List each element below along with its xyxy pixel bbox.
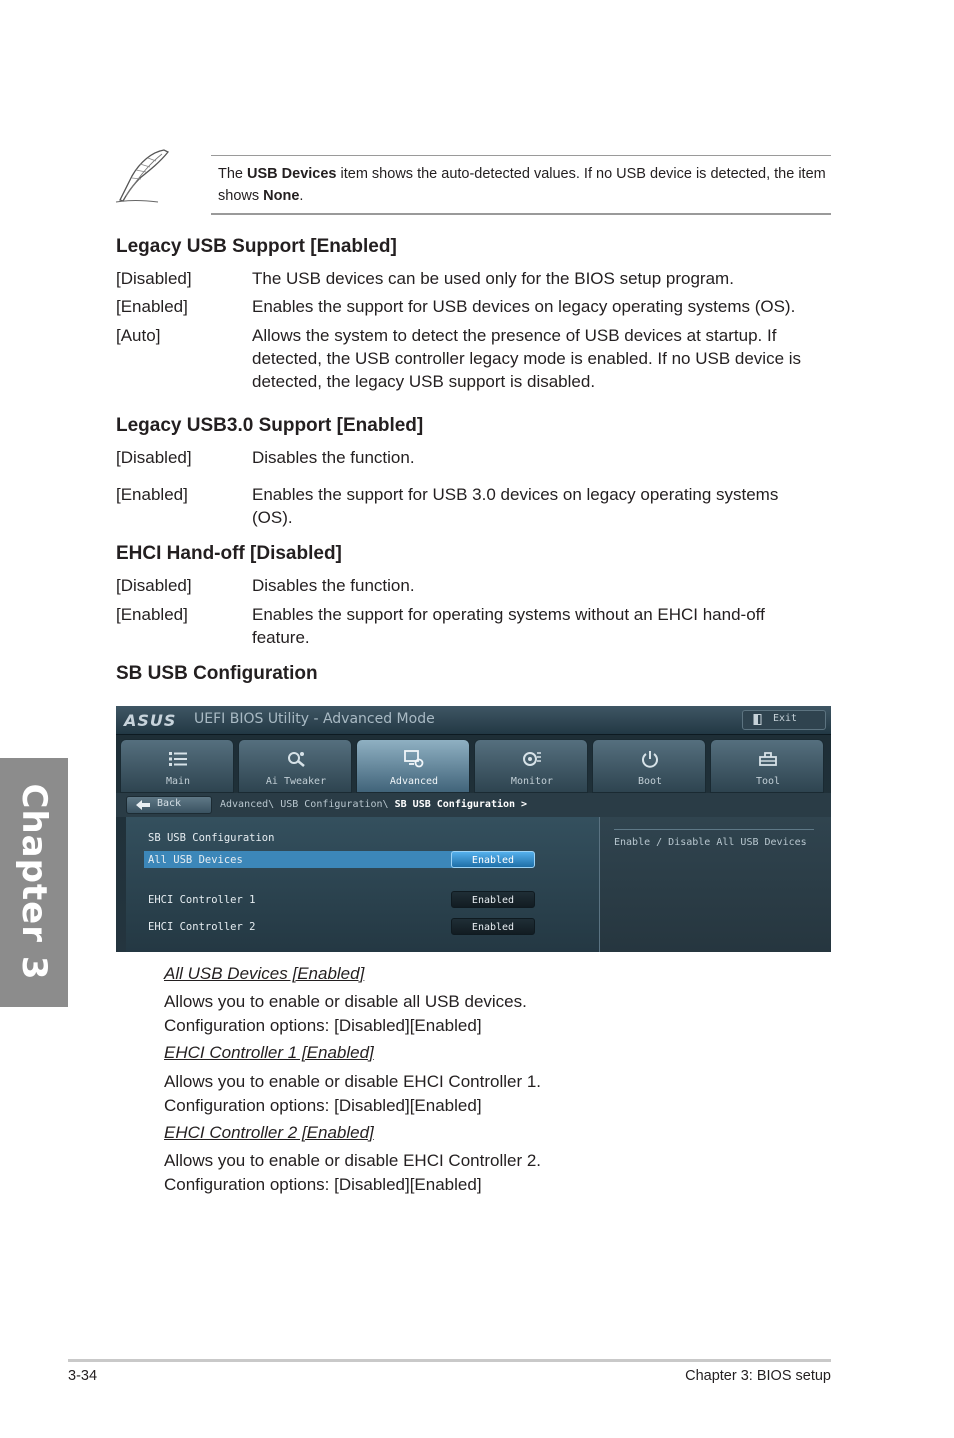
option-description: Enables the support for USB 3.0 devices on legacy operating systems (OS).: [252, 485, 779, 527]
advanced-icon: [404, 750, 424, 768]
chapter-side-tab: [0, 758, 68, 1007]
section-title-ehci-handoff: EHCI Hand-off [Disabled]: [116, 543, 342, 564]
item-description: Allows you to enable or disable EHCI Controller 1. Configuration options: [Disabled][Enabled]: [164, 1072, 542, 1115]
tab-label: Tool: [755, 776, 781, 787]
exit-door-icon: [753, 714, 763, 725]
tab-label: Main: [165, 776, 191, 787]
tab-label: Monitor: [510, 776, 554, 787]
asus-logo: ASUS: [124, 711, 177, 730]
bios-screenshot: [116, 706, 831, 952]
list-icon: [168, 750, 188, 768]
option-label: [Auto]: [116, 326, 161, 345]
tab-tool[interactable]: [710, 739, 824, 793]
option-description: Disables the function.: [252, 576, 415, 595]
back-arrow-icon: [136, 800, 150, 810]
exit-button[interactable]: [742, 710, 826, 730]
footer-rule: [68, 1359, 831, 1362]
bios-window-title: UEFI BIOS Utility - Advanced Mode: [194, 711, 435, 727]
option-label: [Enabled]: [116, 297, 188, 316]
option-description: Disables the function.: [252, 448, 415, 467]
setting-label-all-usb-devices[interactable]: All USB Devices: [148, 854, 243, 866]
setting-value-all-usb-devices[interactable]: Enabled: [451, 851, 535, 868]
setting-label-ehci-controller-2[interactable]: EHCI Controller 2: [148, 921, 256, 933]
section-title-legacy-usb3: Legacy USB3.0 Support [Enabled]: [116, 415, 424, 436]
option-label: [Enabled]: [116, 605, 188, 624]
note-text: The USB Devices item shows the auto-detected values. If no USB device is detected, the item shows None.: [218, 166, 826, 204]
tab-ai-tweaker[interactable]: [238, 739, 352, 793]
bios-settings-panel: [126, 817, 599, 952]
option-description: The USB devices can be used only for the BIOS setup program.: [252, 269, 734, 288]
bios-help-panel: [599, 817, 831, 952]
bios-section-title: SB USB Configuration: [148, 832, 275, 844]
item-description: Allows you to enable or disable all USB devices. Configuration options: [Disabled][Enabled]: [164, 992, 527, 1035]
tab-advanced[interactable]: [356, 739, 470, 793]
exit-label: Exit: [773, 713, 798, 724]
page-number: 3-34: [68, 1368, 98, 1384]
section-title-legacy-usb: Legacy USB Support [Enabled]: [116, 236, 397, 257]
tab-monitor[interactable]: [474, 739, 588, 793]
item-description: Allows you to enable or disable EHCI Controller 2. Configuration options: [Disabled][Enabled]: [164, 1151, 542, 1194]
chapter-tab-label: Chapter 3: [14, 783, 54, 981]
item-title-all-usb-devices: All USB Devices [Enabled]: [164, 964, 365, 983]
breadcrumb-bar: [116, 793, 831, 817]
item-title-ehci-controller-1: EHCI Controller 1 [Enabled]: [164, 1043, 374, 1062]
setting-label-ehci-controller-1[interactable]: EHCI Controller 1: [148, 894, 256, 906]
note-bottom-rule: [211, 213, 831, 215]
feather-pen-icon: [112, 146, 174, 206]
breadcrumb: Advanced\ USB Configuration\ SB USB Configuration >: [220, 799, 528, 810]
bios-tab-bar: [116, 739, 831, 793]
item-title-ehci-controller-2: EHCI Controller 2 [Enabled]: [164, 1123, 374, 1142]
tab-boot[interactable]: [592, 739, 706, 793]
tab-label: Ai Tweaker: [265, 776, 327, 787]
setting-value-ehci-controller-2[interactable]: Enabled: [451, 918, 535, 935]
monitor-icon: [522, 750, 542, 768]
back-button[interactable]: [126, 796, 212, 814]
tab-main[interactable]: [120, 739, 234, 793]
option-label: [Enabled]: [116, 485, 188, 504]
tweaker-icon: [286, 750, 306, 768]
back-label: Back: [157, 798, 182, 809]
option-label: [Disabled]: [116, 576, 192, 595]
bios-title-bar: [116, 706, 831, 735]
power-icon: [640, 750, 660, 768]
setting-value-ehci-controller-1[interactable]: Enabled: [451, 891, 535, 908]
note-top-rule: [211, 155, 831, 156]
help-divider: [614, 829, 814, 830]
option-description: Enables the support for operating systems without an EHCI hand-off feature.: [252, 605, 765, 647]
option-label: [Disabled]: [116, 269, 192, 288]
tool-icon: [758, 750, 778, 768]
option-description: Allows the system to detect the presence of USB devices at startup. If detected, the USB controller legacy mode is enabled. If no USB device is detected, the legacy USB support is disabled.: [252, 326, 802, 391]
tab-label: Boot: [637, 776, 663, 787]
option-label: [Disabled]: [116, 448, 192, 467]
option-description: Enables the support for USB devices on legacy operating systems (OS).: [252, 297, 796, 316]
footer-chapter: Chapter 3: BIOS setup: [685, 1368, 831, 1384]
help-text: Enable / Disable All USB Devices: [614, 837, 807, 848]
tab-label: Advanced: [389, 776, 439, 787]
section-title-sb-usb: SB USB Configuration: [116, 663, 318, 684]
